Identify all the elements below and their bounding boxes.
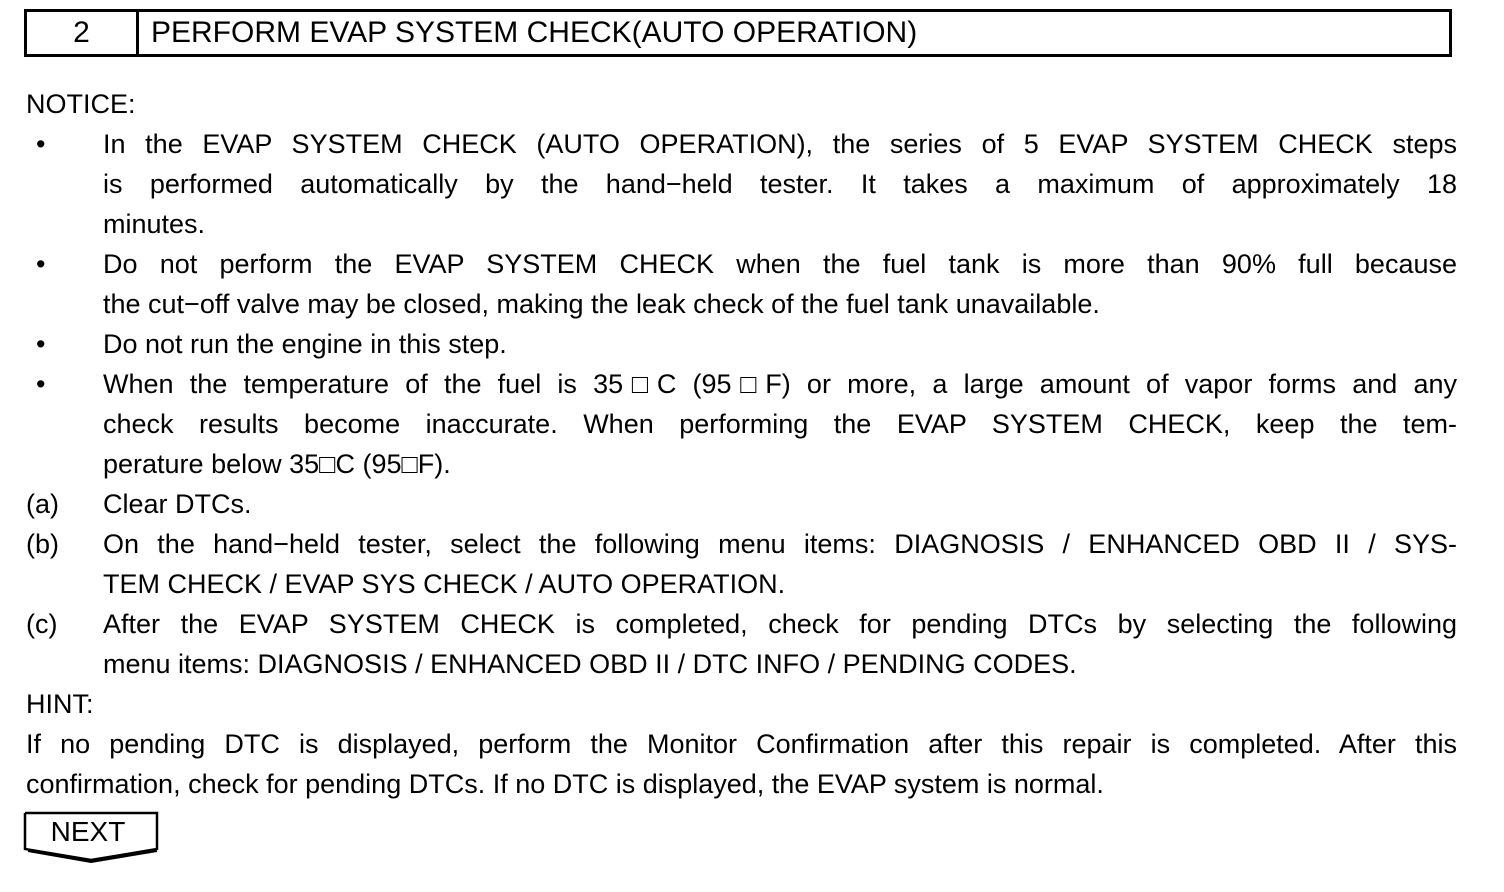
- notice-line: is performed automatically by the hand−held tester. It takes a maximum of approximately 18: [103, 169, 1457, 199]
- next-button-label: NEXT: [50, 816, 126, 847]
- notice-line: perature below 35□C (95□F).: [103, 449, 451, 479]
- step-line: menu items: DIAGNOSIS / ENHANCED OBD II / DTC INFO / PENDING CODES.: [103, 649, 1077, 679]
- step-label: (a): [26, 489, 59, 519]
- notice-item: [26, 244, 1457, 324]
- step-line: On the hand−held tester, select the following menu items: DIAGNOSIS / ENHANCED OBD II / SYS-: [103, 529, 1457, 559]
- step-header: [24, 9, 1452, 57]
- hint-line: confirmation, check for pending DTCs. If no DTC is displayed, the EVAP system is normal.: [26, 769, 1104, 799]
- notice-line: the cut−off valve may be closed, making the leak check of the fuel tank unavailable.: [103, 289, 1100, 319]
- hint-line: If no pending DTC is displayed, perform the Monitor Confirmation after this repair is completed. After this: [26, 729, 1457, 759]
- step-line: TEM CHECK / EVAP SYS CHECK / AUTO OPERATION.: [103, 569, 786, 599]
- notice-item: [26, 364, 1457, 484]
- notice-item: [26, 324, 1457, 364]
- step-item: [26, 524, 1457, 604]
- notice-line: In the EVAP SYSTEM CHECK (AUTO OPERATION), the series of 5 EVAP SYSTEM CHECK steps: [103, 129, 1457, 159]
- bullet-icon: •: [36, 329, 46, 359]
- step-line: Clear DTCs.: [103, 489, 252, 519]
- notice-line: Do not perform the EVAP SYSTEM CHECK when the fuel tank is more than 90% full because: [103, 249, 1457, 279]
- step-item: [26, 604, 1457, 684]
- procedure-content: [26, 84, 1457, 804]
- next-button[interactable]: [23, 811, 160, 863]
- notice-label: NOTICE:: [26, 89, 136, 119]
- notice-line: Do not run the engine in this step.: [103, 329, 507, 359]
- step-label: (b): [26, 529, 59, 559]
- notice-line: When the temperature of the fuel is 35□C (95□F) or more, a large amount of vapor forms and any: [103, 369, 1457, 399]
- bullet-icon: •: [36, 129, 46, 159]
- step-title: PERFORM EVAP SYSTEM CHECK(AUTO OPERATION): [151, 16, 918, 49]
- step-label: (c): [26, 609, 58, 639]
- step-number: 2: [27, 12, 139, 54]
- hint-label: HINT:: [26, 689, 94, 719]
- notice-line: minutes.: [103, 209, 206, 239]
- notice-item: [26, 124, 1457, 244]
- bullet-icon: •: [36, 369, 46, 399]
- step-item: [26, 484, 1457, 524]
- bullet-icon: •: [36, 249, 46, 279]
- notice-line: check results become inaccurate. When performing the EVAP SYSTEM CHECK, keep the tem-: [103, 409, 1457, 439]
- step-line: After the EVAP SYSTEM CHECK is completed, check for pending DTCs by selecting the following: [103, 609, 1457, 639]
